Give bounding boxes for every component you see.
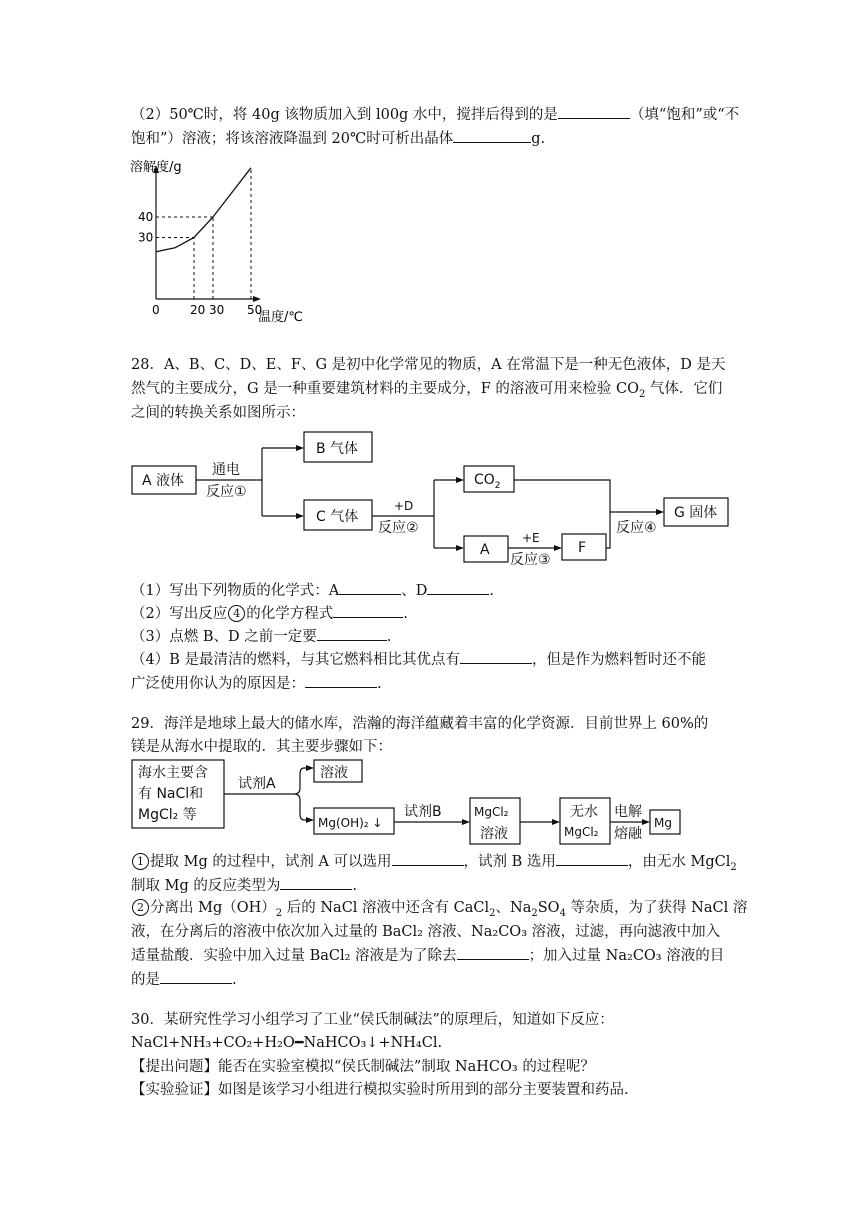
conversion-diagram (128, 428, 738, 578)
answer-blank[interactable] (427, 580, 489, 595)
solubility-curve (156, 168, 251, 252)
q29-s1-line2: 制取 Mg 的反应类型为 . (131, 875, 357, 896)
q29-s2-line3: 适量盐酸．实验中加入过量 BaCl₂ 溶液是为了除去 ；加入过量 Na₂CO₃ 溶液的目 (131, 945, 724, 966)
q27-line2: 饱和”）溶液；将该溶液降温到 20℃时可析出晶体 g. (131, 128, 545, 149)
answer-blank[interactable] (556, 851, 628, 866)
y-axis-label: 溶解度/g (130, 160, 182, 175)
label-seawater-1: 海水主要含 (138, 765, 208, 781)
label-seawater-3: MgCl₂ 等 (138, 807, 197, 823)
q30-line1: 30．某研究性学习小组学习了工业“侯氏制碱法”的原理后，知道如下反应： (131, 1012, 614, 1028)
label-solution: 溶液 (320, 765, 348, 781)
label-reaction1-condition: 通电 (212, 462, 240, 478)
q30-line2: NaCl+NH₃+CO₂+H₂O━NaHCO₃↓+NH₄Cl. (131, 1035, 443, 1051)
label-mgoh2: Mg(OH)₂ ↓ (318, 816, 383, 830)
q28-sub4: （4）B 是最清洁的燃料，与其它燃料相比其优点有 ，但是作为燃料暂时还不能 (131, 649, 706, 670)
q29-line1: 29．海洋是地球上最大的储水库，浩瀚的海洋蕴藏着丰富的化学资源．目前世界上 60%的 (131, 716, 709, 732)
label-reagent-a: 试剂A (238, 776, 276, 792)
label-a-liquid: A 液体 (142, 473, 185, 489)
q30-line3: 【提出问题】能否在实验室模拟“侯氏制碱法”制取 NaHCO₃ 的过程呢？ (131, 1059, 595, 1075)
q28-sub3: （3）点燃 B、D 之前一定要 . (131, 626, 391, 647)
q28-line3: 之间的转换关系如图所示： (131, 405, 305, 421)
label-mg: Mg (654, 816, 672, 830)
answer-blank[interactable] (558, 104, 630, 119)
label-co2: $CO_2$ (474, 472, 501, 491)
q29-s2: 2 分离出 $Mg(OH)_2$ 后的 NaCl 溶液中还含有 CaCl$_2$、$Na_2SO_4$ 等杂质，为了获得 NaCl 溶 (131, 898, 747, 924)
answer-blank[interactable] (339, 580, 401, 595)
extraction-diagram (128, 758, 688, 850)
label-reagent-b: 试剂B (404, 804, 442, 820)
x-tick-label: 50 (247, 303, 263, 317)
q29-s2-line2: 液，在分离后的溶液中依次加入过量的 BaCl₂ 溶液、Na₂CO₃ 溶液，过滤，再向滤液中加入 (131, 924, 721, 940)
x-tick-label: 30 (209, 303, 225, 317)
label-reaction2-condition: +D (394, 499, 414, 513)
q29-line2: 镁是从海水中提取的．其主要步骤如下： (131, 739, 392, 755)
answer-blank[interactable] (317, 626, 387, 641)
label-b-gas: B 气体 (316, 441, 359, 457)
circled-number: 1 (132, 853, 149, 870)
answer-blank[interactable] (305, 673, 377, 688)
x-axis-arrow (253, 296, 261, 302)
q30-line4: 【实验验证】如图是该学习小组进行模拟实验时所用到的部分主要装置和药品. (131, 1082, 629, 1098)
label-reaction2: 反应② (378, 520, 419, 536)
label-reaction3-condition: +E (522, 531, 540, 545)
label-seawater-2: 有 NaCl和 (138, 786, 204, 802)
label-f: F (578, 540, 587, 556)
label-reaction3: 反应③ (510, 552, 551, 568)
label-mgcl2-solution: 溶液 (480, 826, 508, 842)
circled-number: 2 (132, 899, 149, 916)
q29-s2-line4: 的是 . (131, 969, 237, 990)
q28-sub1: （1）写出下列物质的化学式：A 、D . (131, 580, 494, 601)
label-molten: 熔融 (614, 826, 642, 842)
answer-blank[interactable] (333, 603, 403, 618)
answer-blank[interactable] (453, 128, 531, 143)
q29-s1: 1 提取 Mg 的过程中，试剂 A 可以选用 ，试剂 B 选用 ，由无水 MgCl$_2$ (131, 851, 737, 878)
q28-sub4-line2: 广泛使用你认为的原因是： . (131, 673, 382, 694)
y-tick-label: 30 (138, 230, 154, 245)
answer-blank[interactable] (392, 851, 464, 866)
label-g-solid: G 固体 (674, 505, 718, 521)
q28-line1: 28．A、B、C、D、E、F、G 是初中化学常见的物质，A 在常温下是一种无色液体，D 是天 (131, 357, 726, 373)
q28-sub2: （2）写出反应 4 的化学方程式 . (131, 603, 408, 624)
label-reaction4: 反应④ (616, 520, 657, 536)
label-anhydrous: 无水 (570, 804, 598, 820)
label-anhydrous-mgcl2: MgCl₂ (564, 825, 599, 839)
answer-blank[interactable] (160, 969, 232, 984)
x-tick-label: 0 (152, 303, 160, 317)
solubility-chart (128, 155, 328, 325)
y-tick-label: 40 (138, 210, 154, 224)
answer-blank[interactable] (457, 945, 529, 960)
q28-line2: 然气的主要成分，G 是一种重要建筑材料的主要成分，F 的溶液可用来检验 $CO_2$ 气体．它们 (131, 381, 723, 400)
label-mgcl2: MgCl₂ (474, 805, 509, 819)
label-reaction1: 反应① (206, 484, 247, 500)
x-axis-label: 温度/℃ (258, 310, 303, 325)
q27-line1: （2）50℃时，将 40g 该物质加入到 l00g 水中，搅拌后得到的是 （填“饱和”或“不 (131, 104, 739, 125)
x-tick-label: 20 (190, 303, 206, 317)
label-c-gas: C 气体 (316, 509, 359, 525)
label-electrolysis: 电解 (614, 804, 642, 820)
answer-blank[interactable] (460, 649, 532, 664)
circled-number: 4 (228, 605, 245, 622)
answer-blank[interactable] (280, 875, 352, 890)
label-a: A (480, 542, 490, 558)
